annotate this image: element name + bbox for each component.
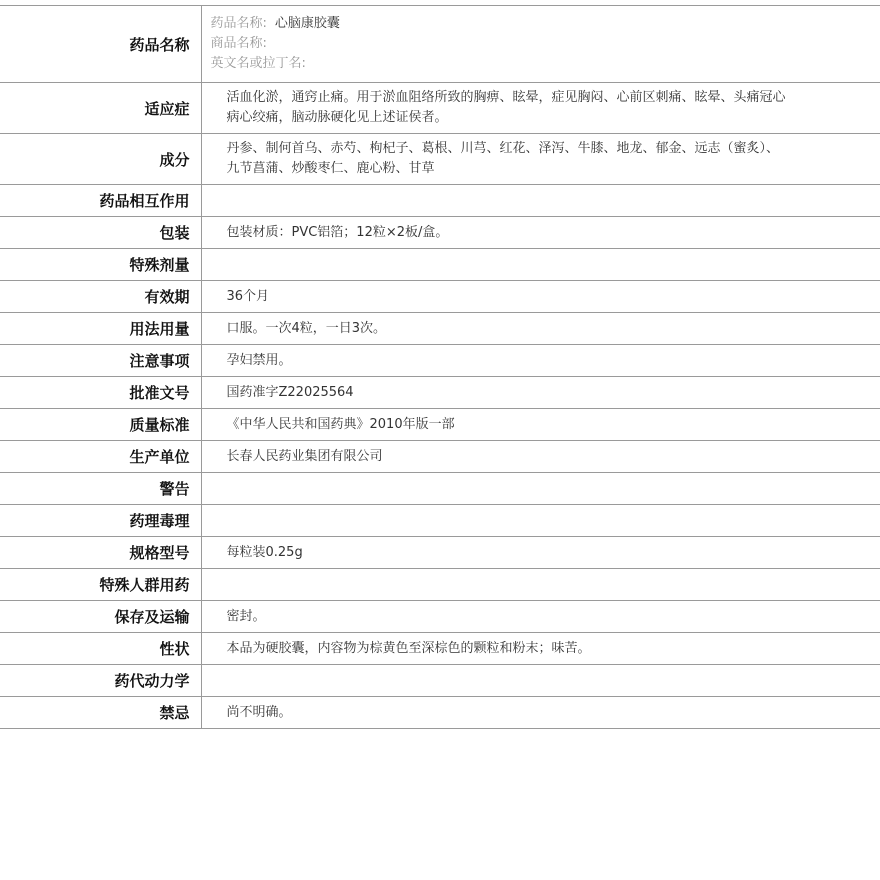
row-value: 长春人民药业集团有限公司	[226, 448, 383, 464]
row-value: 每粒装0.25g	[226, 544, 303, 560]
row-value: 密封。	[226, 608, 266, 624]
table-row-interactions	[0, 185, 880, 217]
table-row-shelf-life	[0, 281, 880, 313]
row-value: 国药准字Z22025564	[226, 384, 354, 400]
row-value	[201, 505, 880, 537]
row-label: 包装	[0, 217, 201, 249]
latin-name-key: 英文名或拉丁名:	[210, 56, 306, 71]
table-row-special-populations	[0, 569, 880, 601]
row-value: 36个月	[226, 288, 270, 304]
row-label: 性状	[0, 633, 201, 665]
table-row-contraindications	[0, 697, 880, 729]
row-label: 生产单位	[0, 441, 201, 473]
row-label: 成分	[0, 134, 201, 185]
table-row-drug-name	[0, 6, 880, 83]
table-row-dosage	[0, 313, 880, 345]
row-label: 批准文号	[0, 377, 201, 409]
table-row-packaging	[0, 217, 880, 249]
row-label: 药品相互作用	[0, 185, 201, 217]
table-row-specification	[0, 537, 880, 569]
table-row-special-dosage	[0, 249, 880, 281]
table-row-pharmacokinetics	[0, 665, 880, 697]
row-label: 用法用量	[0, 313, 201, 345]
row-label: 保存及运输	[0, 601, 201, 633]
latin-name-line	[211, 54, 871, 74]
table-row-warning	[0, 473, 880, 505]
row-label: 警告	[0, 473, 201, 505]
row-value	[201, 665, 880, 697]
row-value: 丹参、制何首乌、赤芍、枸杞子、葛根、川芎、红花、泽泻、牛膝、地龙、郁金、远志（蜜炙）、九节菖蒲、炒酸枣仁、鹿心粉、甘草	[226, 141, 780, 176]
row-value: 包装材质：PVC铝箔；12粒×2板/盒。	[226, 224, 449, 240]
row-label: 特殊剂量	[0, 249, 201, 281]
row-value: 尚不明确。	[226, 704, 292, 720]
table-row-ingredients	[0, 134, 880, 185]
row-label: 药理毒理	[0, 505, 201, 537]
row-value	[201, 185, 880, 217]
row-label: 禁忌	[0, 697, 201, 729]
trade-name-line	[211, 34, 871, 54]
table-row-approval-number	[0, 377, 880, 409]
row-value: 孕妇禁用。	[226, 352, 292, 368]
row-label: 有效期	[0, 281, 201, 313]
table-row-pharmacology	[0, 505, 880, 537]
table-row-storage	[0, 601, 880, 633]
row-value	[201, 249, 880, 281]
row-label: 规格型号	[0, 537, 201, 569]
generic-name-line	[211, 14, 871, 34]
generic-name-key: 药品名称:	[210, 16, 267, 31]
table-row-description	[0, 633, 880, 665]
table-row-quality-standard	[0, 409, 880, 441]
row-label: 质量标准	[0, 409, 201, 441]
row-value: 活血化淤，通窍止痛。用于淤血阻络所致的胸痹、眩晕，症见胸闷、心前区刺痛、眩晕、头痛冠心病心绞痛，脑动脉硬化见上述证侯者。	[226, 90, 786, 125]
table-row-manufacturer	[0, 441, 880, 473]
row-label: 注意事项	[0, 345, 201, 377]
row-value: 《中华人民共和国药典》2010年版一部	[226, 416, 455, 432]
table-row-precautions	[0, 345, 880, 377]
row-label: 药品名称	[0, 6, 201, 83]
row-value	[201, 473, 880, 505]
trade-name-key: 商品名称:	[210, 36, 267, 51]
row-value	[201, 569, 880, 601]
drug-name-cell	[201, 6, 880, 83]
row-label: 药代动力学	[0, 665, 201, 697]
row-label: 适应症	[0, 83, 201, 134]
row-value: 本品为硬胶囊，内容物为棕黄色至深棕色的颗粒和粉末；味苦。	[226, 640, 591, 656]
drug-info-table	[0, 5, 880, 729]
generic-name-value: 心脑康胶囊	[274, 16, 340, 31]
row-value: 口服。一次4粒，一日3次。	[226, 320, 387, 336]
table-row-indications	[0, 83, 880, 134]
row-label: 特殊人群用药	[0, 569, 201, 601]
